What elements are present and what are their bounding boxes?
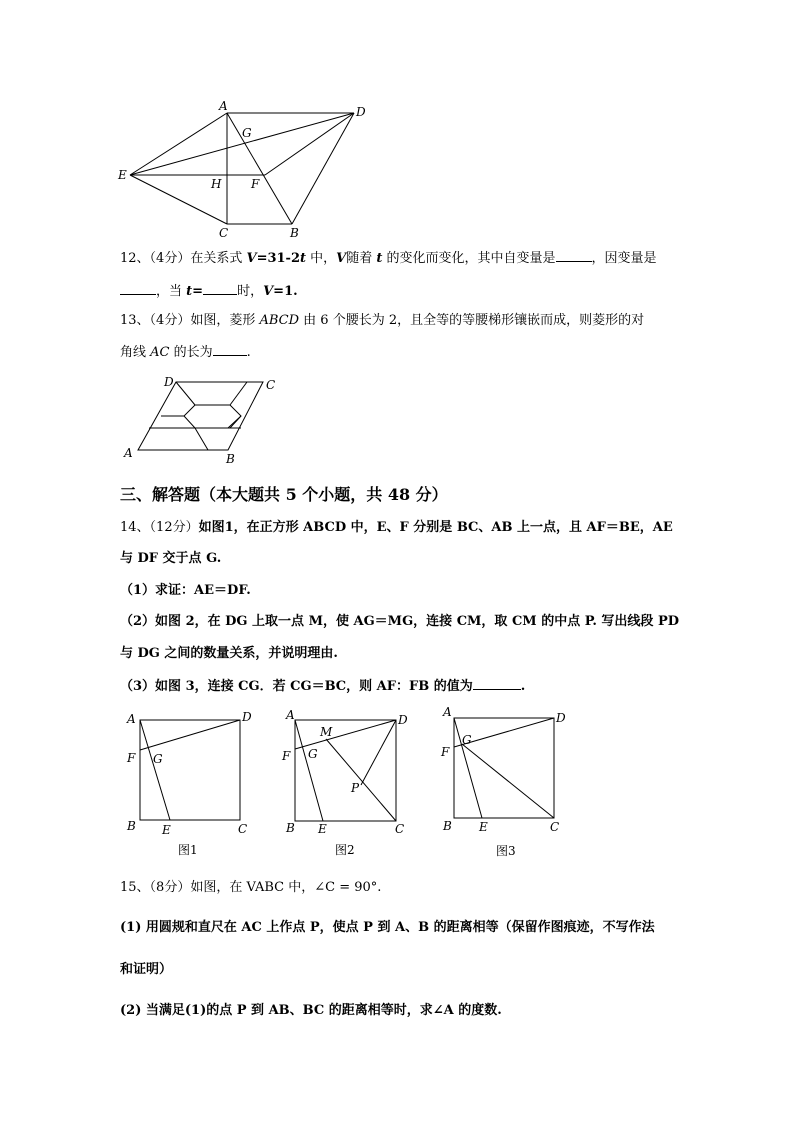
label-E: E xyxy=(162,823,171,837)
q12-var-t: t xyxy=(376,251,383,266)
label-C: C xyxy=(395,822,405,836)
figure-caption: 图3 xyxy=(496,844,516,858)
q14-part3-text: （3）如图 3，连接 CG．若 CG＝BC，则 AF：FB 的值为 xyxy=(120,679,473,694)
q12-formula-t: t xyxy=(300,251,307,266)
segment-AB xyxy=(227,113,292,224)
q13-score: （4分） xyxy=(149,313,191,328)
q14-line2 xyxy=(120,551,221,567)
q12-score: （4分） xyxy=(149,251,191,266)
q13-blank-answer[interactable] xyxy=(213,344,247,356)
label-A: A xyxy=(443,705,452,719)
label-D: D xyxy=(242,710,252,724)
q12-text: ，因变量是 xyxy=(591,251,657,266)
tile-edge xyxy=(195,428,208,450)
figure-caption: 图1 xyxy=(178,843,198,857)
q14-blank-answer[interactable] xyxy=(473,678,521,690)
q13-text: 如图，菱形 xyxy=(190,313,260,328)
q12-blank-dependent[interactable] xyxy=(120,283,156,295)
label-G: G xyxy=(462,733,472,747)
label-A: A xyxy=(219,99,228,113)
label-P: P xyxy=(351,781,360,795)
q14-figure2 xyxy=(278,706,418,858)
label-E: E xyxy=(118,168,127,182)
q15-part1-line2 xyxy=(120,962,172,978)
q15-part1-text: 和证明） xyxy=(120,962,173,977)
segment-AE xyxy=(130,113,227,175)
label-B: B xyxy=(290,226,299,240)
label-B: B xyxy=(226,452,235,465)
q12-equals: = xyxy=(192,284,204,299)
q12-var-t: t xyxy=(186,284,193,299)
q14-part3-text: . xyxy=(520,679,526,694)
q12-text: 随着 xyxy=(346,251,377,266)
q14-text: 与 DF 交于点 G. xyxy=(120,551,222,566)
q14-figure3 xyxy=(437,704,577,858)
label-F: F xyxy=(441,745,450,759)
label-C: C xyxy=(219,226,229,240)
q14-score: （12分） xyxy=(149,520,199,535)
label-F: F xyxy=(127,751,136,765)
segment-AE xyxy=(295,720,323,821)
q15-line1 xyxy=(120,880,381,896)
segment-BD xyxy=(292,113,354,224)
q13-ac: AC xyxy=(150,345,170,360)
q13-number: 13、 xyxy=(120,313,150,328)
segment-DF xyxy=(295,720,396,749)
segment-AD-inner xyxy=(265,113,354,175)
q13-line1 xyxy=(120,313,644,329)
label-A: A xyxy=(124,446,133,460)
q13-rhombus-diagram xyxy=(118,370,288,465)
q12-blank-independent[interactable] xyxy=(556,250,592,262)
q14-line1 xyxy=(120,520,673,536)
q12-blank-t-value[interactable] xyxy=(203,283,237,295)
q14-part2-line2 xyxy=(120,646,338,662)
label-M: M xyxy=(320,725,333,739)
label-D: D xyxy=(556,711,566,725)
q14-part2-line1 xyxy=(120,614,679,630)
label-C: C xyxy=(550,820,560,834)
q12-text: 的变化而变化，其中自变量是 xyxy=(382,251,556,266)
q15-score: （8分） xyxy=(149,880,191,895)
segment-DF xyxy=(140,720,240,750)
q15-part1-line1 xyxy=(120,920,655,936)
segment-PD xyxy=(361,720,396,785)
figure-top-diagram xyxy=(110,96,380,241)
q15-number: 15、 xyxy=(120,880,150,895)
tile-edge xyxy=(230,382,247,405)
label-B: B xyxy=(286,821,295,835)
q14-number: 14、 xyxy=(120,520,150,535)
q12-text: =1. xyxy=(273,284,298,299)
q14-part3 xyxy=(120,678,525,695)
q14-part1 xyxy=(120,583,251,599)
q12-text: ，当 xyxy=(156,284,187,299)
q13-text: 的长为 xyxy=(169,345,213,360)
label-A: A xyxy=(286,708,295,722)
q12-line2 xyxy=(120,283,298,300)
label-G: G xyxy=(308,747,318,761)
q12-text: 时， xyxy=(237,284,264,299)
label-D: D xyxy=(356,105,366,119)
q13-text: . xyxy=(246,345,251,360)
square-ABCD xyxy=(295,720,396,821)
label-C: C xyxy=(266,378,276,392)
q13-abcd: ABCD xyxy=(259,313,300,328)
label-C: C xyxy=(238,822,248,836)
q12-var-v: V xyxy=(263,284,274,299)
q14-figure1 xyxy=(122,708,262,858)
segment-AE xyxy=(140,720,170,820)
q15-text: 如图，在 VABC 中，∠C = 90°. xyxy=(190,880,382,895)
label-F: F xyxy=(282,749,291,763)
section-heading: 三、解答题（本大题共 5 个小题，共 48 分） xyxy=(120,485,448,504)
q12-number: 12、 xyxy=(120,251,150,266)
label-A: A xyxy=(127,712,136,726)
q12-formula-v: V xyxy=(246,251,257,266)
q12-var-v: V xyxy=(336,251,347,266)
q13-line2 xyxy=(120,344,251,361)
tile-edge xyxy=(228,416,241,428)
q13-text: 角线 xyxy=(120,345,151,360)
label-G: G xyxy=(242,126,252,140)
q15-part2-text: (2) 当满足(1)的点 P 到 AB、BC 的距离相等时，求∠A 的度数. xyxy=(120,1003,502,1018)
label-H: H xyxy=(211,177,222,191)
label-E: E xyxy=(318,822,327,836)
q15-part1-text: (1) 用圆规和直尺在 AC 上作点 P，使点 P 到 A、B 的距离相等（保留作图痕迹，不写作法 xyxy=(120,920,655,935)
rhombus-outline xyxy=(138,382,263,450)
figure-caption: 图2 xyxy=(335,843,355,857)
q13-text: 由 6 个腰长为 2，且全等的等腰梯形镶嵌而成，则菱形的对 xyxy=(299,313,645,328)
q15-part2 xyxy=(120,1003,502,1019)
q14-part2-text: （2）如图 2，在 DG 上取一点 M，使 AG＝MG，连接 CM，取 CM 的中点 P. 写出线段 PD xyxy=(120,614,679,629)
label-D: D xyxy=(164,375,174,389)
q14-text: 如图1，在正方形 ABCD 中，E、F 分别是 BC、AB 上一点，且 AF＝BE，AE xyxy=(198,520,673,535)
q12-line1 xyxy=(120,250,657,267)
q14-part2-text: 与 DG 之间的数量关系，并说明理由. xyxy=(120,646,338,661)
label-F: F xyxy=(251,177,260,191)
q12-text: 中， xyxy=(306,251,337,266)
segment-ED xyxy=(130,113,354,175)
label-B: B xyxy=(443,819,452,833)
segment-CG xyxy=(462,744,554,818)
label-E: E xyxy=(479,820,488,834)
q12-text: 在关系式 xyxy=(190,251,247,266)
segment-CM xyxy=(326,739,396,821)
label-G: G xyxy=(153,752,163,766)
label-D: D xyxy=(398,713,408,727)
q14-part1-text: （1）求证：AE＝DF. xyxy=(120,583,251,598)
label-B: B xyxy=(127,819,136,833)
tile-edge xyxy=(176,382,195,405)
q12-formula-rest: =31-2 xyxy=(256,251,300,266)
